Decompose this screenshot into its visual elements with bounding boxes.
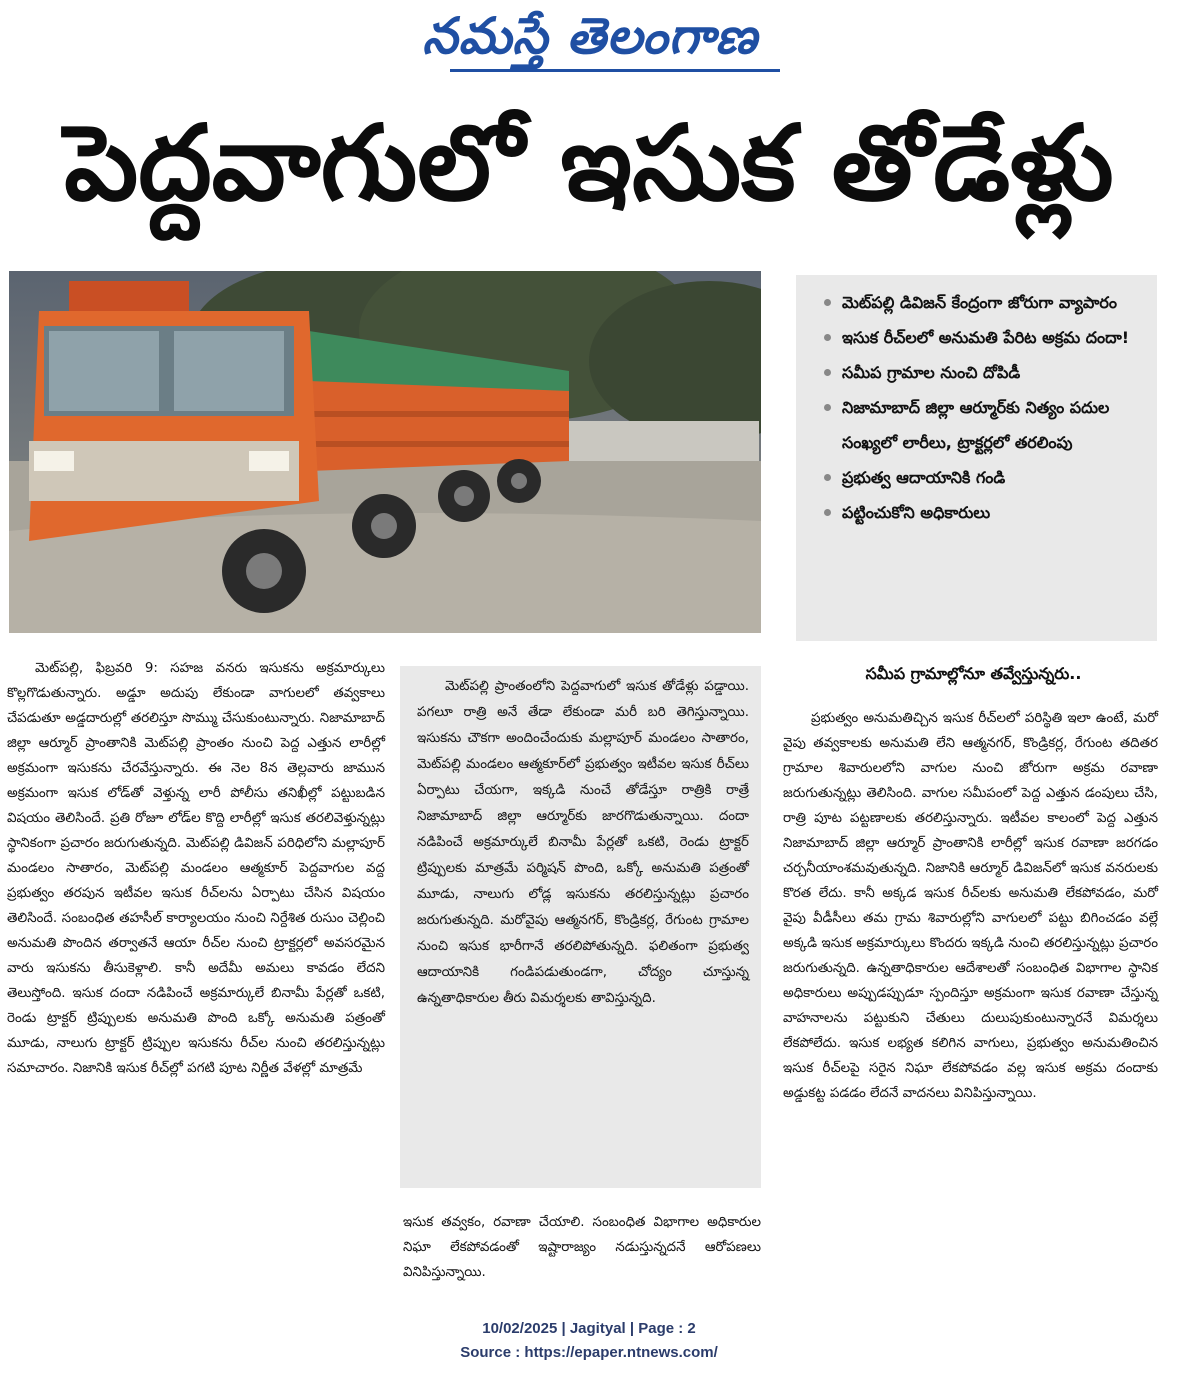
article-summary-box [400, 666, 761, 1188]
article-column-2-continuation [403, 1210, 761, 1290]
column-2-tail-text: ఇసుక తవ్వకం, రవాణా చేయాలి. సంబంధిత విభాగాల అధికారుల నిఘా లేకపోవడంతో ఇష్టారాజ్యం నడుస్తున్నదనే ఆరోపణలు వినిపిస్తున్నాయి. [403, 1215, 761, 1280]
newspaper-masthead-logo: నమస్తే తెలంగాణ [380, 4, 800, 80]
highlight-item: ప్రభుత్వ ఆదాయానికి గండి [824, 460, 1145, 495]
article-column-3 [783, 706, 1158, 1296]
summary-text: మెట్‌పల్లి ప్రాంతంలోని పెద్దవాగులో ఇసుక తోడేళ్లు పడ్డాయి. పగలూ రాత్రి అనే తేడా లేకుండా మరీ బరి తెగిస్తున్నాయి. ఇసుకను చౌకగా అందించేందుకు మల్లాపూర్ మండలం సాతారం, మెట్‌పల్లి మండలం ఆత్మకూర్‌లో ప్రభుత్వం ఇటీవల ఇసుక రీచ్‌లు ఏర్పాటు చేయగా, ఇక్కడి నుంచే తోడేస్తూ రాత్రికి రాత్రే నిజామాబాద్ జిల్లా ఆర్మూర్‌కు జారగొడుతున్నాయి. దందా నడిపించే అక్రమార్కులే బినామీ పేర్లతో ఒకటి, రెండు ట్రాక్టర్ ట్రిప్పులకు మాత్రమే పర్మిషన్ పొంది, ఒక్కో అనుమతి పత్రంతో మూడు, నాలుగు లోడ్ల ఇసుకను తరలిస్తున్నట్లు ప్రచారం జరుగుతున్నది. మరోవైపు ఆత్మనగర్, కొండ్రికర్ల, రేగుంట గ్రామాల నుంచి ఇసుక భారీగానే తరలిపోతున్నది. ఫలితంగా ప్రభుత్వ ఆదాయానికి గండిపడుతుండగా, చోద్యం చూస్తున్న ఉన్నతాధికారుల తీరు విమర్శలకు తావిస్తున్నది. [417, 679, 749, 1006]
highlights-box [796, 275, 1157, 641]
column-3-subheading: సమీప గ్రామాల్లోనూ తవ్వేస్తున్నరు.. [865, 664, 1082, 683]
column-3-text: ప్రభుత్వం అనుమతిచ్చిన ఇసుక రీచ్‌లలో పరిస్థితి ఇలా ఉంటే, మరో వైపు తవ్వకాలకు అనుమతి లేని ఆత్మనగర్, కొండ్రికర్ల, రేగుంట తదితర గ్రామాల శివారులలోని వాగుల నుంచి జోరుగా అక్రమ రవాణా జరుగుతున్నట్లు తెలిసింది. వాగుల సమీపంలో పెద్ద ఎత్తున డంపులు చేసి, రాత్రి పూట పట్టణాలకు తరలిస్తున్నారు. ఇటీవల కాలంలో పెద్ద ఎత్తున నిజామాబాద్ జిల్లా ఆర్మూర్ ప్రాంతానికి లారీల్లో ఇసుక రవాణా జరగడం చర్చనీయాంశమవుతున్నది. నిజానికి ఆర్మూర్ డివిజన్‌లో ఇసుక వనరులకు కొరత లేదు. కానీ అక్కడ ఇసుక రీచ్‌లకు అనుమతి లేకపోవడం, మరో వైపు వీడీసీలు తమ గ్రామ శివారుల్లోని వాగులలో పట్టు బిగించడం వల్లే అక్కడి ఇసుక అక్రమార్కులు కొందరు ఇక్కడి నుంచి తరలిస్తున్నట్లు ప్రచారం జరుగుతున్నది. ఉన్నతాధికారుల ఆదేశాలతో సంబంధిత విభాగాల స్థానిక అధికారులు అప్పుడప్పుడూ స్పందిస్తూ అక్రమంగా ఇసుక రవాణా చేస్తున్న వాహనాలను పట్టుకుని చేతులు దులుపుకుంటున్నారనే విమర్శలు లేకపోలేదు. ఇసుక లభ్యత కలిగిన వాగులు, ప్రభుత్వం అనుమతించిన ఇసుక రీచ్‌లపై సరైన నిఘా లేకపోవడం వల్ల ఇసుక అక్రమ దందాకు అడ్డుకట్ట పడడం లేదనే వాదనలు వినిపిస్తున్నాయి. [783, 711, 1158, 1101]
footer-source: Source : https://epaper.ntnews.com/ [460, 1344, 718, 1361]
highlight-item: పట్టించుకోని అధికారులు [824, 495, 1145, 530]
article-headline: పెద్దవాగులో ఇసుక తోడేళ్లు [64, 102, 1114, 224]
article-photo-sand-lorry [9, 271, 761, 633]
lorry-illustration [9, 271, 761, 633]
footer-dateline: 10/02/2025 | Jagityal | Page : 2 [482, 1320, 696, 1337]
highlight-item: సమీప గ్రామాల నుంచి దోపిడీ [824, 355, 1145, 390]
highlight-item: నిజామాబాద్ జిల్లా ఆర్మూర్‌కు నిత్యం పదుల సంఖ్యలో లారీలు, ట్రాక్టర్లలో తరలింపు [824, 390, 1145, 460]
article-column-1 [7, 656, 385, 1296]
highlight-item: ఇసుక రీచ్‌లలో అనుమతి పేరిట అక్రమ దందా! [824, 320, 1145, 355]
column-1-text: మెట్‌పల్లి, ఫిబ్రవరి 9: సహజ వనరు ఇసుకను అక్రమార్కులు కొల్లగొడుతున్నారు. అడ్డూ అదుపు లేకుండా వాగులలో తవ్వకాలు చేపడుతూ అడ్డదారుల్లో తరలిస్తూ సొమ్ము చేసుకుంటున్నారు. నిజామాబాద్ జిల్లా ఆర్మూర్ ప్రాంతానికి మెట్‌పల్లి ప్రాంతం నుంచి పెద్ద ఎత్తున లారీల్లో అక్రమంగా ఇసుకను చేరవేస్తున్నారు. ఈ నెల 8న తెల్లవారు జామున అక్రమంగా ఇసుక లోడ్‌తో వెళ్తున్న లారీ పోలీసు తనిఖీల్లో పట్టుబడిన విషయం తెలిసిందే. ప్రతి రోజూ లోడ్‌ల కొద్ది లారీల్లో ఇసుక తరలివెళ్తున్నట్లు స్థానికంగా ప్రచారం జరుగుతున్నది. మెట్‌పల్లి డివిజన్ పరిధిలోని మల్లాపూర్ మండలం సాతారం, మెట్‌పల్లి మండలం ఆత్మకూర్ పెద్దవాగుల వద్ద ప్రభుత్వం తరపున ఇటీవల ఇసుక రీచ్‌లను ఏర్పాటు చేసిన విషయం తెలిసిందే. సంబంధిత తహసీల్ కార్యాలయం నుంచి నిర్దేశిత రుసుం చెల్లించి అనుమతి పొందిన తర్వాతనే ఆయా రీచ్‌ల నుంచి ట్రాక్టర్లలో అవసరమైన వారు ఇసుకను తీసుకెళ్లాలి. కానీ అదేమీ అమలు కావడం లేదని తెలుస్తోంది. ఇసుక దందా నడిపించే అక్రమార్కులే బినామీ పేర్లతో ఒకటి, రెండు ట్రాక్టర్ ట్రిప్పులకు అనుమతి పొంది ఒక్కో అనుమతి పత్రంతో మూడు, నాలుగు ట్రాక్టర్ ట్రిప్పుల ఇసుకను రీచ్‌ల నుంచి తరలిస్తున్నట్లు సమాచారం. నిజానికి ఇసుక రీచ్‌ల్లో పగటి పూట నిర్ణీత వేళల్లో మాత్రమే [7, 661, 385, 1076]
highlight-item: మెట్‌పల్లి డివిజన్ కేంద్రంగా జోరుగా వ్యాపారం [824, 285, 1145, 320]
